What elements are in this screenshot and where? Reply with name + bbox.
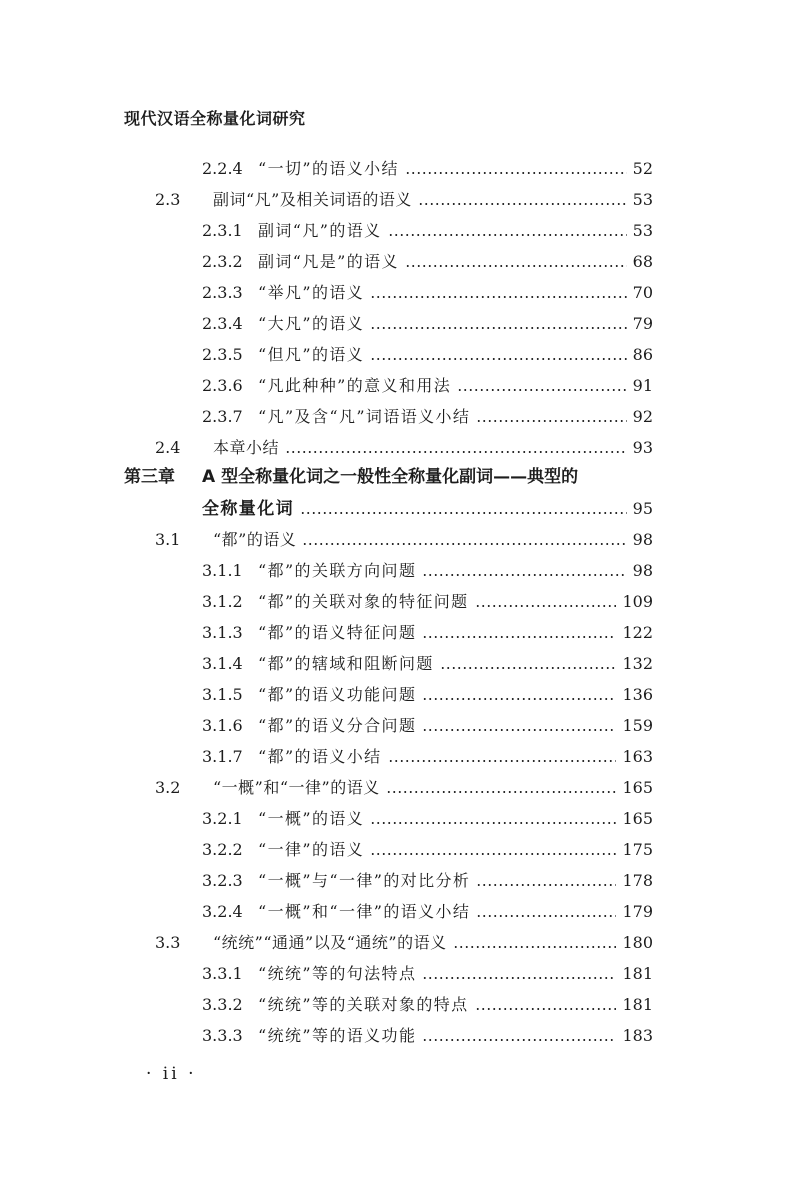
- toc-entry: [202, 367, 653, 397]
- section-number: 3.1.7: [202, 747, 243, 766]
- section-title: 副词“凡”及相关词语的语义: [213, 190, 412, 209]
- dot-leader: [370, 853, 616, 855]
- section-title: “一概”的语义: [258, 809, 365, 828]
- toc-entry: [155, 181, 653, 211]
- toc-entry: [202, 676, 653, 706]
- section-number: 3.2.2: [202, 840, 243, 859]
- toc-entry: [202, 1017, 653, 1047]
- toc-entry: [202, 583, 653, 613]
- section-title: “大凡”的语义: [258, 314, 365, 333]
- toc-entry: [202, 243, 653, 273]
- section-number: 3.1.1: [202, 561, 243, 580]
- section-number: 2.3.3: [202, 283, 243, 302]
- dot-leader: [422, 698, 616, 700]
- toc-entry: [202, 274, 653, 304]
- section-title: “都”的辖域和阻断问题: [258, 654, 434, 673]
- section-number: 3.2.4: [202, 902, 243, 921]
- section-number: 2.3.1: [202, 221, 243, 240]
- section-title: 副词“凡”的语义: [258, 221, 382, 240]
- toc-entry: [202, 738, 653, 768]
- section-title: “统统”“通通”以及“通统”的语义: [213, 933, 447, 952]
- section-page: 70: [632, 283, 653, 302]
- section-title: 本章小结: [213, 438, 280, 457]
- section-number: 3.1: [155, 530, 181, 549]
- section-title: “都”的语义分合问题: [258, 716, 417, 735]
- section-title: “都”的关联对象的特征问题: [258, 592, 469, 611]
- toc-entry: [202, 614, 653, 644]
- dot-leader: [405, 265, 627, 267]
- section-number: 3.2.3: [202, 871, 243, 890]
- section-page: 159: [622, 716, 653, 735]
- toc-entry: [202, 398, 653, 428]
- section-page: 183: [622, 1026, 653, 1045]
- toc-entry: [155, 429, 653, 459]
- section-number: 2.2.4: [202, 159, 243, 178]
- dot-leader: [422, 574, 626, 576]
- dot-leader: [386, 791, 617, 793]
- toc-entry: [202, 645, 653, 675]
- dot-leader: [388, 234, 627, 236]
- dot-leader: [475, 605, 617, 607]
- toc-entry: [202, 800, 653, 830]
- section-title: “都”的语义小结: [258, 747, 382, 766]
- section-page: 98: [632, 561, 653, 580]
- toc-entry: [155, 769, 653, 799]
- section-title: “统统”等的关联对象的特点: [258, 995, 469, 1014]
- section-page: 79: [632, 314, 653, 333]
- section-page: 92: [632, 407, 653, 426]
- section-page: 178: [622, 871, 653, 890]
- running-head: 现代汉语全称量化词研究: [124, 109, 306, 128]
- section-page: 132: [622, 654, 653, 673]
- dot-leader: [475, 1008, 617, 1010]
- toc-entry: [202, 212, 653, 242]
- section-number: 3.1.4: [202, 654, 243, 673]
- section-title: “凡此种种”的意义和用法: [258, 376, 452, 395]
- section-title: “但凡”的语义: [258, 345, 365, 364]
- toc-entry: [202, 831, 653, 861]
- toc-entry: [202, 893, 653, 923]
- section-number: 3.3: [155, 933, 181, 952]
- chapter-label: 第三章: [124, 467, 175, 487]
- section-page: 86: [632, 345, 653, 364]
- dot-leader: [422, 1039, 616, 1041]
- section-page: 98: [632, 530, 653, 549]
- dot-leader: [422, 729, 616, 731]
- section-number: 2.3.7: [202, 407, 243, 426]
- dot-leader: [476, 884, 616, 886]
- toc-entry: [202, 986, 653, 1016]
- section-page: 163: [622, 747, 653, 766]
- section-number: 3.1.3: [202, 623, 243, 642]
- dot-leader: [476, 915, 616, 917]
- section-number: 2.3.5: [202, 345, 243, 364]
- section-title: “一律”的语义: [258, 840, 365, 859]
- section-number: 3.1.2: [202, 592, 243, 611]
- section-page: 136: [622, 685, 653, 704]
- section-title: “一概”和“一律”的语义小结: [258, 902, 471, 921]
- toc-entry: [202, 552, 653, 582]
- dot-leader: [370, 327, 626, 329]
- chapter-title-continuation: [202, 490, 653, 520]
- toc-entry: [202, 862, 653, 892]
- dot-leader: [370, 822, 616, 824]
- section-page: 179: [622, 902, 653, 921]
- section-title: “都”的关联方向问题: [258, 561, 417, 580]
- section-number: 2.3.2: [202, 252, 243, 271]
- section-number: 2.3: [155, 190, 181, 209]
- toc-entry: [202, 305, 653, 335]
- dot-leader: [302, 543, 626, 545]
- toc-entry: [155, 521, 653, 551]
- section-number: 2.4: [155, 438, 181, 457]
- toc-entry: [202, 707, 653, 737]
- section-page: 52: [632, 159, 653, 178]
- dot-leader: [422, 636, 616, 638]
- section-page: 93: [632, 438, 653, 457]
- dot-leader: [405, 172, 627, 174]
- dot-leader: [457, 389, 626, 391]
- dot-leader: [388, 760, 617, 762]
- chapter-heading: [124, 466, 653, 488]
- dot-leader: [370, 358, 626, 360]
- section-page: 165: [622, 778, 653, 797]
- section-page: 165: [622, 809, 653, 828]
- dot-leader: [476, 420, 626, 422]
- toc-entry: [202, 955, 653, 985]
- section-page: 91: [632, 376, 653, 395]
- chapter-title-line2: 全称量化词: [202, 499, 294, 519]
- section-page: 181: [622, 964, 653, 983]
- section-number: 3.1.6: [202, 716, 243, 735]
- section-page: 180: [622, 933, 653, 952]
- section-page: 53: [632, 190, 653, 209]
- chapter-title-line1: A 型全称量化词之一般性全称量化副词——典型的: [202, 467, 579, 487]
- section-title: “一概”与“一律”的对比分析: [258, 871, 471, 890]
- section-title: “凡”及含“凡”词语语义小结: [258, 407, 471, 426]
- dot-leader: [422, 977, 616, 979]
- section-title: 副词“凡是”的语义: [258, 252, 399, 271]
- section-title: “举凡”的语义: [258, 283, 365, 302]
- section-title: “都”的语义: [213, 530, 297, 549]
- dot-leader: [453, 946, 617, 948]
- section-number: 3.3.3: [202, 1026, 243, 1045]
- chapter-page: 95: [632, 499, 653, 518]
- section-number: 3.3.1: [202, 964, 243, 983]
- dot-leader: [418, 203, 627, 205]
- section-number: 3.3.2: [202, 995, 243, 1014]
- section-page: 53: [632, 221, 653, 240]
- section-title: “都”的语义功能问题: [258, 685, 417, 704]
- section-number: 2.3.4: [202, 314, 243, 333]
- section-title: “统统”等的语义功能: [258, 1026, 417, 1045]
- section-page: 122: [622, 623, 653, 642]
- dot-leader: [285, 451, 627, 453]
- section-title: “一切”的语义小结: [258, 159, 399, 178]
- section-title: “一概”和“一律”的语义: [213, 778, 380, 797]
- dot-leader: [300, 512, 627, 514]
- dot-leader: [370, 296, 626, 298]
- section-page: 175: [622, 840, 653, 859]
- toc-entry: [202, 336, 653, 366]
- section-page: 68: [632, 252, 653, 271]
- section-number: 2.3.6: [202, 376, 243, 395]
- section-title: “统统”等的句法特点: [258, 964, 417, 983]
- section-number: 3.2.1: [202, 809, 243, 828]
- page-number: · ii ·: [146, 1064, 197, 1084]
- toc-entry: [202, 150, 653, 180]
- section-number: 3.2: [155, 778, 181, 797]
- dot-leader: [440, 667, 617, 669]
- toc-entry: [155, 924, 653, 954]
- section-page: 109: [622, 592, 653, 611]
- section-title: “都”的语义特征问题: [258, 623, 417, 642]
- section-page: 181: [622, 995, 653, 1014]
- section-number: 3.1.5: [202, 685, 243, 704]
